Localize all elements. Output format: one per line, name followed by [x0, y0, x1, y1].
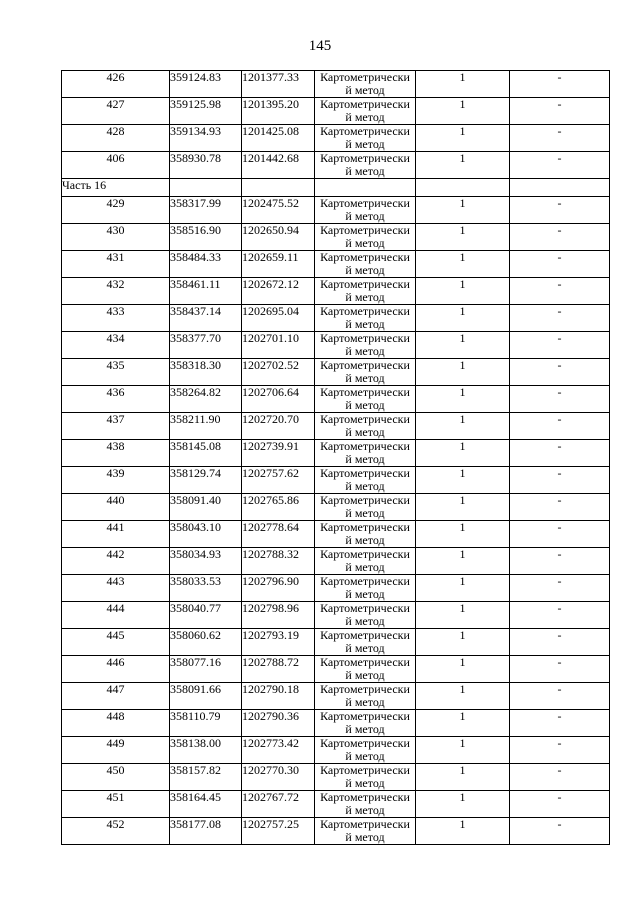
table-row [62, 332, 610, 359]
method-line-1: Картометрически [320, 547, 410, 561]
table-row [62, 764, 610, 791]
table-row [62, 125, 610, 152]
accuracy-cell: 1 [416, 359, 510, 386]
table-row [62, 386, 610, 413]
y-coordinate-cell: 1202475.52 [242, 197, 315, 224]
table-row [62, 413, 610, 440]
method-line-2: й метод [345, 722, 385, 736]
method-line-1: Картометрически [320, 628, 410, 642]
point-number-cell: 448 [62, 710, 170, 737]
method-cell [315, 602, 416, 629]
y-coordinate-cell: 1202790.18 [242, 683, 315, 710]
y-coordinate-cell: 1202778.64 [242, 521, 315, 548]
accuracy-cell: 1 [416, 98, 510, 125]
method-line-2: й метод [345, 236, 385, 250]
point-number-cell: 450 [62, 764, 170, 791]
empty-cell [315, 179, 416, 197]
point-number-cell: 452 [62, 818, 170, 845]
point-number-cell: 444 [62, 602, 170, 629]
method-line-2: й метод [345, 668, 385, 682]
accuracy-cell: 1 [416, 152, 510, 179]
x-coordinate-cell: 359134.93 [170, 125, 242, 152]
description-cell: - [510, 359, 610, 386]
method-line-1: Картометрически [320, 439, 410, 453]
method-line-2: й метод [345, 749, 385, 763]
point-number-cell: 443 [62, 575, 170, 602]
method-line-1: Картометрически [320, 601, 410, 615]
table-row [62, 818, 610, 845]
accuracy-cell: 1 [416, 332, 510, 359]
method-line-2: й метод [345, 290, 385, 304]
y-coordinate-cell: 1202757.25 [242, 818, 315, 845]
method-line-1: Картометрически [320, 250, 410, 264]
method-line-2: й метод [345, 533, 385, 547]
x-coordinate-cell: 358317.99 [170, 197, 242, 224]
table-row [62, 98, 610, 125]
method-line-1: Картометрически [320, 412, 410, 426]
x-coordinate-cell: 358034.93 [170, 548, 242, 575]
y-coordinate-cell: 1202706.64 [242, 386, 315, 413]
method-cell [315, 521, 416, 548]
x-coordinate-cell: 358484.33 [170, 251, 242, 278]
x-coordinate-cell: 358437.14 [170, 305, 242, 332]
method-line-1: Картометрически [320, 124, 410, 138]
method-cell [315, 494, 416, 521]
method-line-1: Картометрически [320, 331, 410, 345]
x-coordinate-cell: 358461.11 [170, 278, 242, 305]
x-coordinate-cell: 358145.08 [170, 440, 242, 467]
accuracy-cell: 1 [416, 602, 510, 629]
x-coordinate-cell: 358040.77 [170, 602, 242, 629]
method-cell [315, 791, 416, 818]
accuracy-cell: 1 [416, 440, 510, 467]
table-row [62, 656, 610, 683]
description-cell: - [510, 548, 610, 575]
description-cell: - [510, 278, 610, 305]
method-line-1: Картометрически [320, 97, 410, 111]
description-cell: - [510, 332, 610, 359]
method-line-2: й метод [345, 344, 385, 358]
description-cell: - [510, 521, 610, 548]
table-row [62, 440, 610, 467]
method-cell [315, 197, 416, 224]
method-cell [315, 332, 416, 359]
table-row [62, 791, 610, 818]
empty-cell [510, 179, 610, 197]
point-number-cell: 439 [62, 467, 170, 494]
method-line-2: й метод [345, 776, 385, 790]
accuracy-cell: 1 [416, 548, 510, 575]
description-cell: - [510, 98, 610, 125]
point-number-cell: 447 [62, 683, 170, 710]
method-line-1: Картометрически [320, 304, 410, 318]
method-line-1: Картометрически [320, 70, 410, 84]
accuracy-cell: 1 [416, 575, 510, 602]
description-cell: - [510, 440, 610, 467]
accuracy-cell: 1 [416, 71, 510, 98]
x-coordinate-cell: 358377.70 [170, 332, 242, 359]
x-coordinate-cell: 358043.10 [170, 521, 242, 548]
method-line-1: Картометрически [320, 574, 410, 588]
point-number-cell: 426 [62, 71, 170, 98]
y-coordinate-cell: 1202798.96 [242, 602, 315, 629]
method-line-2: й метод [345, 83, 385, 97]
y-coordinate-cell: 1202720.70 [242, 413, 315, 440]
point-number-cell: 430 [62, 224, 170, 251]
x-coordinate-cell: 358264.82 [170, 386, 242, 413]
x-coordinate-cell: 358211.90 [170, 413, 242, 440]
accuracy-cell: 1 [416, 629, 510, 656]
description-cell: - [510, 413, 610, 440]
accuracy-cell: 1 [416, 251, 510, 278]
empty-cell [416, 179, 510, 197]
method-line-1: Картометрически [320, 151, 410, 165]
point-number-cell: 432 [62, 278, 170, 305]
method-line-2: й метод [345, 137, 385, 151]
description-cell: - [510, 683, 610, 710]
method-line-2: й метод [345, 371, 385, 385]
description-cell: - [510, 575, 610, 602]
description-cell: - [510, 710, 610, 737]
point-number-cell: 431 [62, 251, 170, 278]
accuracy-cell: 1 [416, 521, 510, 548]
table-row [62, 305, 610, 332]
accuracy-cell: 1 [416, 683, 510, 710]
description-cell: - [510, 602, 610, 629]
method-line-1: Картометрически [320, 358, 410, 372]
y-coordinate-cell: 1202770.30 [242, 764, 315, 791]
accuracy-cell: 1 [416, 125, 510, 152]
accuracy-cell: 1 [416, 386, 510, 413]
method-cell [315, 305, 416, 332]
method-cell [315, 737, 416, 764]
method-line-1: Картометрически [320, 763, 410, 777]
method-line-2: й метод [345, 398, 385, 412]
section-title-cell: Часть 16 [62, 179, 170, 197]
accuracy-cell: 1 [416, 710, 510, 737]
description-cell: - [510, 467, 610, 494]
table-row [62, 224, 610, 251]
method-line-2: й метод [345, 506, 385, 520]
point-number-cell: 441 [62, 521, 170, 548]
method-line-1: Картометрически [320, 385, 410, 399]
y-coordinate-cell: 1202757.62 [242, 467, 315, 494]
method-line-2: й метод [345, 164, 385, 178]
x-coordinate-cell: 358060.62 [170, 629, 242, 656]
method-cell [315, 386, 416, 413]
method-cell [315, 467, 416, 494]
table-row [62, 71, 610, 98]
table-row [62, 575, 610, 602]
method-cell [315, 413, 416, 440]
x-coordinate-cell: 358516.90 [170, 224, 242, 251]
y-coordinate-cell: 1202788.72 [242, 656, 315, 683]
method-cell [315, 71, 416, 98]
method-cell [315, 278, 416, 305]
method-cell [315, 125, 416, 152]
table-row [62, 710, 610, 737]
table-row [62, 467, 610, 494]
method-line-1: Картометрически [320, 736, 410, 750]
y-coordinate-cell: 1202790.36 [242, 710, 315, 737]
point-number-cell: 445 [62, 629, 170, 656]
point-number-cell: 436 [62, 386, 170, 413]
method-line-2: й метод [345, 263, 385, 277]
y-coordinate-cell: 1202773.42 [242, 737, 315, 764]
accuracy-cell: 1 [416, 737, 510, 764]
method-line-1: Картометрически [320, 655, 410, 669]
method-cell [315, 656, 416, 683]
y-coordinate-cell: 1202702.52 [242, 359, 315, 386]
y-coordinate-cell: 1202765.86 [242, 494, 315, 521]
table-row [62, 737, 610, 764]
table-row [62, 359, 610, 386]
y-coordinate-cell: 1201425.08 [242, 125, 315, 152]
y-coordinate-cell: 1202767.72 [242, 791, 315, 818]
method-cell [315, 683, 416, 710]
y-coordinate-cell: 1202788.32 [242, 548, 315, 575]
method-cell [315, 440, 416, 467]
method-line-1: Картометрически [320, 493, 410, 507]
point-number-cell: 442 [62, 548, 170, 575]
x-coordinate-cell: 359125.98 [170, 98, 242, 125]
accuracy-cell: 1 [416, 413, 510, 440]
accuracy-cell: 1 [416, 494, 510, 521]
point-number-cell: 428 [62, 125, 170, 152]
table-row [62, 278, 610, 305]
description-cell: - [510, 305, 610, 332]
description-cell: - [510, 818, 610, 845]
description-cell: - [510, 791, 610, 818]
method-line-2: й метод [345, 614, 385, 628]
accuracy-cell: 1 [416, 818, 510, 845]
accuracy-cell: 1 [416, 656, 510, 683]
method-line-1: Картометрически [320, 466, 410, 480]
y-coordinate-cell: 1201377.33 [242, 71, 315, 98]
method-cell [315, 548, 416, 575]
point-number-cell: 451 [62, 791, 170, 818]
method-line-2: й метод [345, 641, 385, 655]
method-cell [315, 359, 416, 386]
accuracy-cell: 1 [416, 305, 510, 332]
y-coordinate-cell: 1202701.10 [242, 332, 315, 359]
table-row [62, 521, 610, 548]
method-cell [315, 575, 416, 602]
table-row [62, 251, 610, 278]
y-coordinate-cell: 1201395.20 [242, 98, 315, 125]
method-cell [315, 764, 416, 791]
method-line-2: й метод [345, 209, 385, 223]
accuracy-cell: 1 [416, 791, 510, 818]
x-coordinate-cell: 358164.45 [170, 791, 242, 818]
x-coordinate-cell: 358157.82 [170, 764, 242, 791]
description-cell: - [510, 251, 610, 278]
description-cell: - [510, 197, 610, 224]
table-row [62, 683, 610, 710]
x-coordinate-cell: 358091.40 [170, 494, 242, 521]
point-number-cell: 437 [62, 413, 170, 440]
empty-cell [242, 179, 315, 197]
method-cell [315, 251, 416, 278]
x-coordinate-cell: 358091.66 [170, 683, 242, 710]
method-line-1: Картометрически [320, 520, 410, 534]
point-number-cell: 427 [62, 98, 170, 125]
empty-cell [170, 179, 242, 197]
method-line-1: Картометрически [320, 196, 410, 210]
y-coordinate-cell: 1202672.12 [242, 278, 315, 305]
description-cell: - [510, 224, 610, 251]
y-coordinate-cell: 1202796.90 [242, 575, 315, 602]
method-line-1: Картометрически [320, 709, 410, 723]
accuracy-cell: 1 [416, 197, 510, 224]
coordinates-table-body [62, 71, 610, 845]
description-cell: - [510, 494, 610, 521]
accuracy-cell: 1 [416, 224, 510, 251]
x-coordinate-cell: 358138.00 [170, 737, 242, 764]
point-number-cell: 433 [62, 305, 170, 332]
table-row [62, 494, 610, 521]
y-coordinate-cell: 1202650.94 [242, 224, 315, 251]
x-coordinate-cell: 358177.08 [170, 818, 242, 845]
x-coordinate-cell: 358033.53 [170, 575, 242, 602]
method-line-2: й метод [345, 479, 385, 493]
description-cell: - [510, 125, 610, 152]
table-row [62, 152, 610, 179]
description-cell: - [510, 152, 610, 179]
method-cell [315, 98, 416, 125]
coordinates-table [61, 70, 610, 845]
description-cell: - [510, 629, 610, 656]
accuracy-cell: 1 [416, 764, 510, 791]
point-number-cell: 434 [62, 332, 170, 359]
point-number-cell: 435 [62, 359, 170, 386]
table-row [62, 629, 610, 656]
method-line-1: Картометрически [320, 682, 410, 696]
y-coordinate-cell: 1202739.91 [242, 440, 315, 467]
y-coordinate-cell: 1202695.04 [242, 305, 315, 332]
accuracy-cell: 1 [416, 278, 510, 305]
section-row [62, 179, 610, 197]
method-line-2: й метод [345, 830, 385, 844]
x-coordinate-cell: 358318.30 [170, 359, 242, 386]
x-coordinate-cell: 359124.83 [170, 71, 242, 98]
table-row [62, 548, 610, 575]
method-cell [315, 818, 416, 845]
y-coordinate-cell: 1202793.19 [242, 629, 315, 656]
method-line-1: Картометрически [320, 223, 410, 237]
description-cell: - [510, 71, 610, 98]
x-coordinate-cell: 358110.79 [170, 710, 242, 737]
y-coordinate-cell: 1202659.11 [242, 251, 315, 278]
description-cell: - [510, 737, 610, 764]
method-line-2: й метод [345, 317, 385, 331]
method-cell [315, 224, 416, 251]
x-coordinate-cell: 358930.78 [170, 152, 242, 179]
method-line-2: й метод [345, 425, 385, 439]
method-cell [315, 710, 416, 737]
y-coordinate-cell: 1201442.68 [242, 152, 315, 179]
method-line-2: й метод [345, 560, 385, 574]
description-cell: - [510, 386, 610, 413]
method-line-2: й метод [345, 452, 385, 466]
description-cell: - [510, 764, 610, 791]
method-cell [315, 629, 416, 656]
x-coordinate-cell: 358129.74 [170, 467, 242, 494]
method-line-2: й метод [345, 110, 385, 124]
point-number-cell: 406 [62, 152, 170, 179]
x-coordinate-cell: 358077.16 [170, 656, 242, 683]
method-line-2: й метод [345, 695, 385, 709]
accuracy-cell: 1 [416, 467, 510, 494]
description-cell: - [510, 656, 610, 683]
method-line-1: Картометрически [320, 790, 410, 804]
method-line-1: Картометрически [320, 817, 410, 831]
table-row [62, 602, 610, 629]
point-number-cell: 429 [62, 197, 170, 224]
table-row [62, 197, 610, 224]
method-cell [315, 152, 416, 179]
method-line-2: й метод [345, 587, 385, 601]
point-number-cell: 440 [62, 494, 170, 521]
page-number: 145 [308, 38, 332, 54]
point-number-cell: 446 [62, 656, 170, 683]
method-line-2: й метод [345, 803, 385, 817]
point-number-cell: 438 [62, 440, 170, 467]
method-line-1: Картометрически [320, 277, 410, 291]
point-number-cell: 449 [62, 737, 170, 764]
